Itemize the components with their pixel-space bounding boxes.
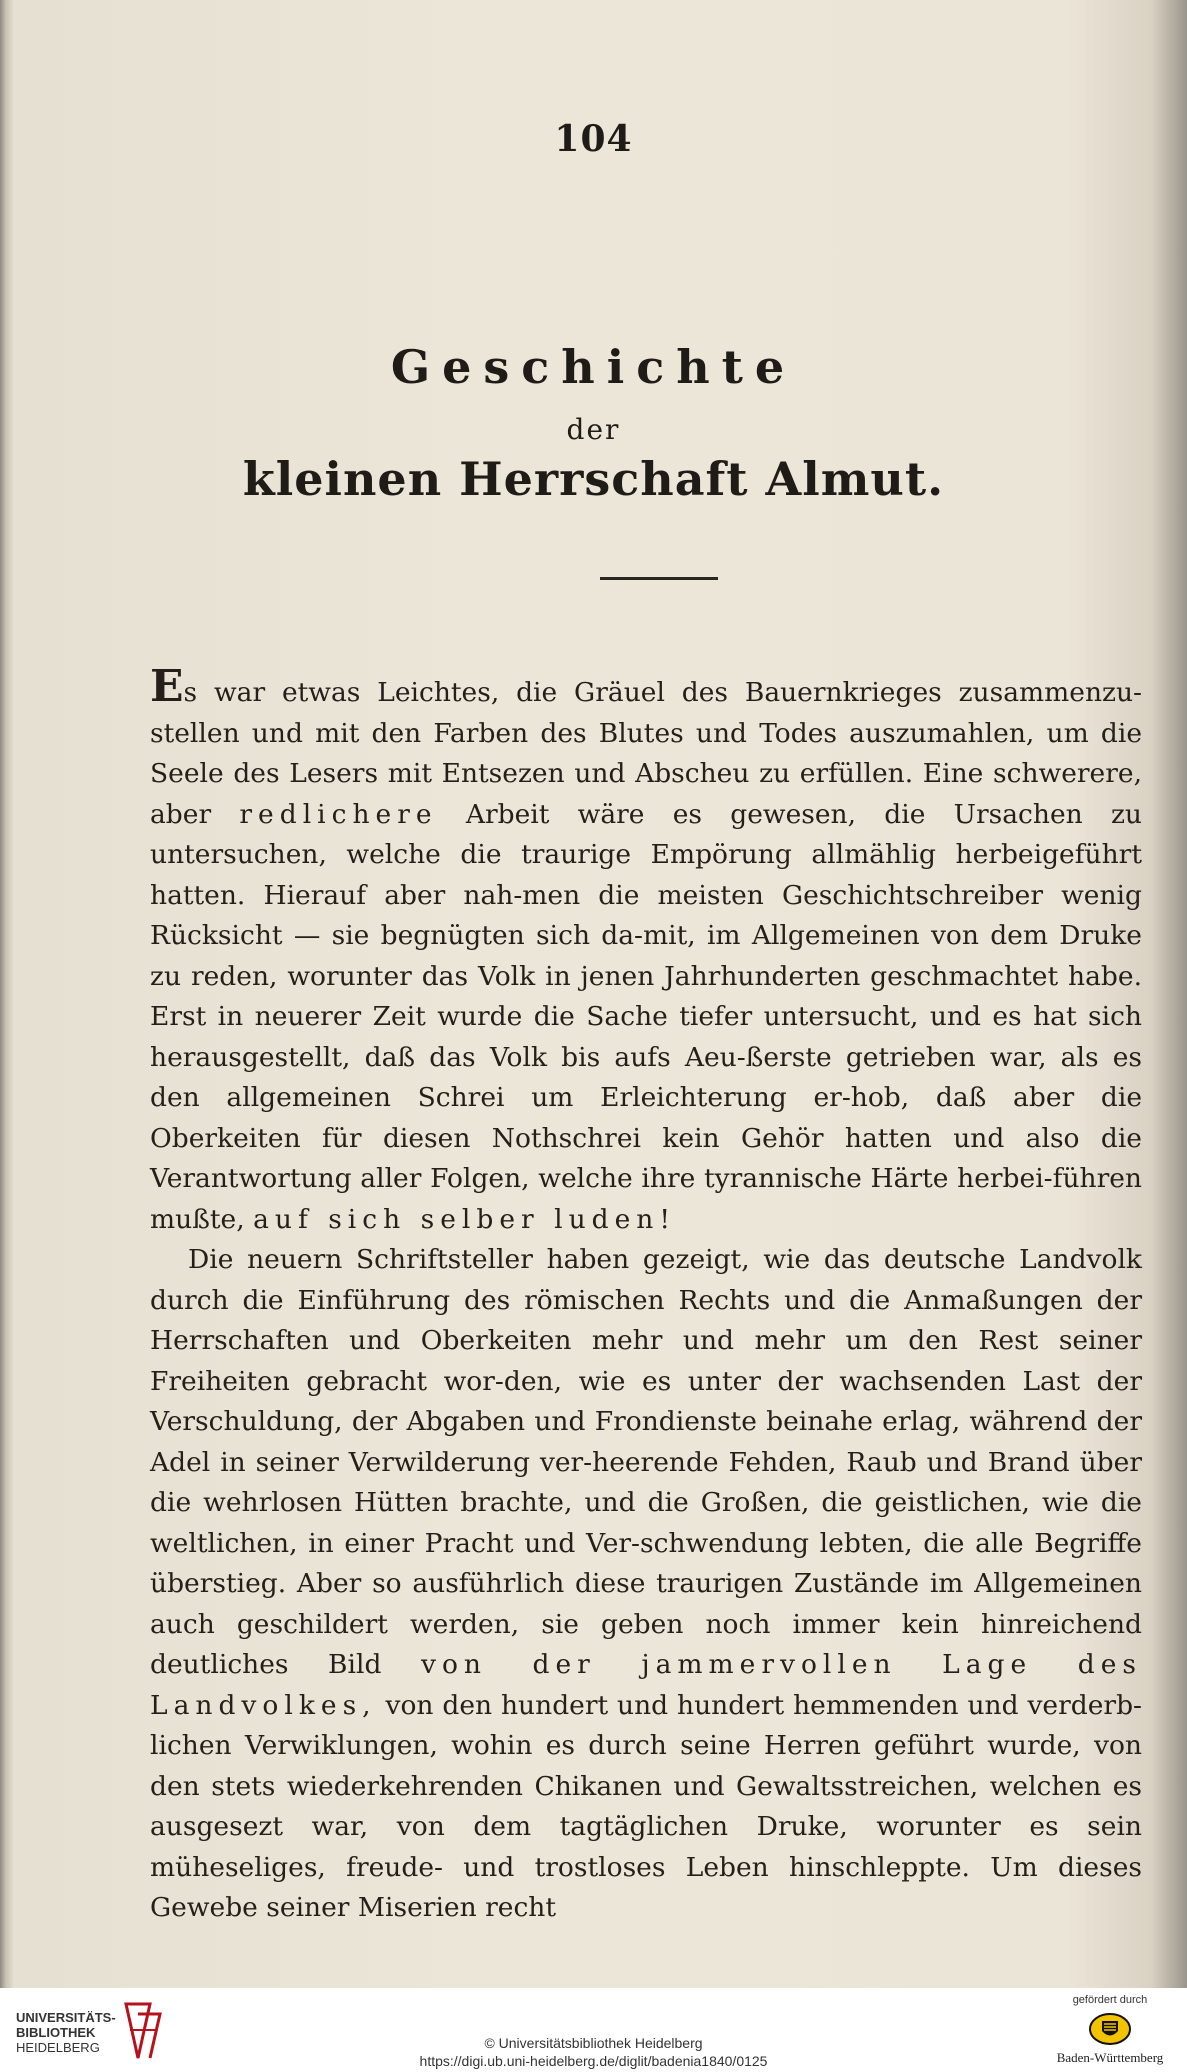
paragraph-1	[150, 661, 1142, 1240]
body-text	[150, 661, 1142, 1929]
title-divider	[600, 577, 718, 580]
paragraph-2	[150, 1240, 1142, 1929]
paragraph-2-text-a: Die neuern Schriftsteller haben gezeigt, wie das deutsche Landvolk durch die Einführung des römischen Rechts und die Anmaßungen der Herrschaften und Oberkeiten mehr und mehr um den Rest seiner Freiheiten gebracht wor-den, wie es unter der wachsenden Last der Verschuldung, der Abgaben und Frondienste beinahe erlag, während der Adel in seiner Verwilderung ver-heerende Fehden, Raub und Brand über die wehrlosen Hütten brachte, und die Großen, die geistlichen, wie die weltlichen, in einer Pracht und Ver-schwendung lebten, die alle Begriffe überstieg. Aber so ausführlich diese traurigen Zustände im Allgemeinen auch geschildert werden, sie geben noch immer kein hinreichend deutliches Bild	[150, 1244, 1142, 1680]
emphasis-spaced-2: auf sich selber luden!	[253, 1203, 676, 1235]
sponsor-label: gefördert durch	[1072, 1994, 1148, 2006]
paragraph-1-text-b: Arbeit wäre es gewesen, die Ursachen zu untersuchen, welche die traurige Empörung allmählig herbeigeführt hatten. Hierauf aber nah-men die meisten Geschichtschreiber wenig Rücksicht — sie begnügten sich da-mit, im Allgemeinen von dem Druke zu reden, worunter das Volk in jenen Jahrhunderten geschmachtet habe. Erst in neuerer Zeit wurde die Sache tiefer untersucht, und es hat sich herausgestellt, daß das Volk bis aufs Aeu-ßerste getrieben war, als es den allgemeinen Schrei um Erleichterung er-hob, daß aber die Oberkeiten für diesen Nothschrei kein Gehör hatten und also die Verantwortung aller Folgen, welche ihre tyrannische Härte herbei-führen mußte,	[150, 798, 1142, 1235]
emphasis-spaced-3: von der jammervollen Lage des Landvolkes,	[150, 1649, 1142, 1721]
state-seal-icon	[1088, 2012, 1132, 2046]
paragraph-2-text-b: von den hundert und hundert hemmenden und verderb-lichen Verwiklungen, wohin es durch seine Herren geführt wurde, von den stets wiederkehrenden Chikanen und Gewaltsstreichen, welchen es ausgesezt war, von dem tagtäglichen Druke, worunter es sein müheseliges, freude- und trostloses Leben hinschleppte. Um dieses Gewebe seiner Miserien recht	[150, 1689, 1142, 1923]
chapter-title-connector: der	[566, 413, 621, 446]
chapter-title: Geschichte	[390, 340, 797, 394]
viewer-footer	[0, 1988, 1187, 2072]
page-number: 104	[554, 118, 633, 160]
drop-cap: E	[150, 661, 184, 712]
copyright-block	[0, 2034, 1187, 2070]
library-logo-line-3: HEIDELBERG	[16, 2040, 100, 2055]
sponsor-name: Baden-Württemberg	[1056, 2050, 1164, 2065]
chapter-subtitle: kleinen Herrschaft Almut.	[242, 452, 945, 506]
sponsor-block[interactable]	[1040, 1994, 1180, 2066]
copyright-text: © Universitätsbibliothek Heidelberg	[484, 2035, 703, 2051]
emphasis-spaced-1: redlichere	[239, 798, 438, 830]
library-logo-line-2: BIBLIOTHEK	[16, 2025, 96, 2040]
permalink-url[interactable]: https://digi.ub.uni-heidelberg.de/diglit/badenia1840/0125	[419, 2053, 768, 2069]
paragraph-1-text-a: s war etwas Leichtes, die Gräuel des Bauernkrieges zusammenzu-stellen und mit den Farben des Blutes und Todes auszumahlen, um die Seele des Lesers mit Entsezen und Abscheu zu erfüllen. Eine schwerere, aber	[150, 677, 1142, 830]
library-logo-line-1: UNIVERSITÄTS-	[16, 2010, 116, 2025]
